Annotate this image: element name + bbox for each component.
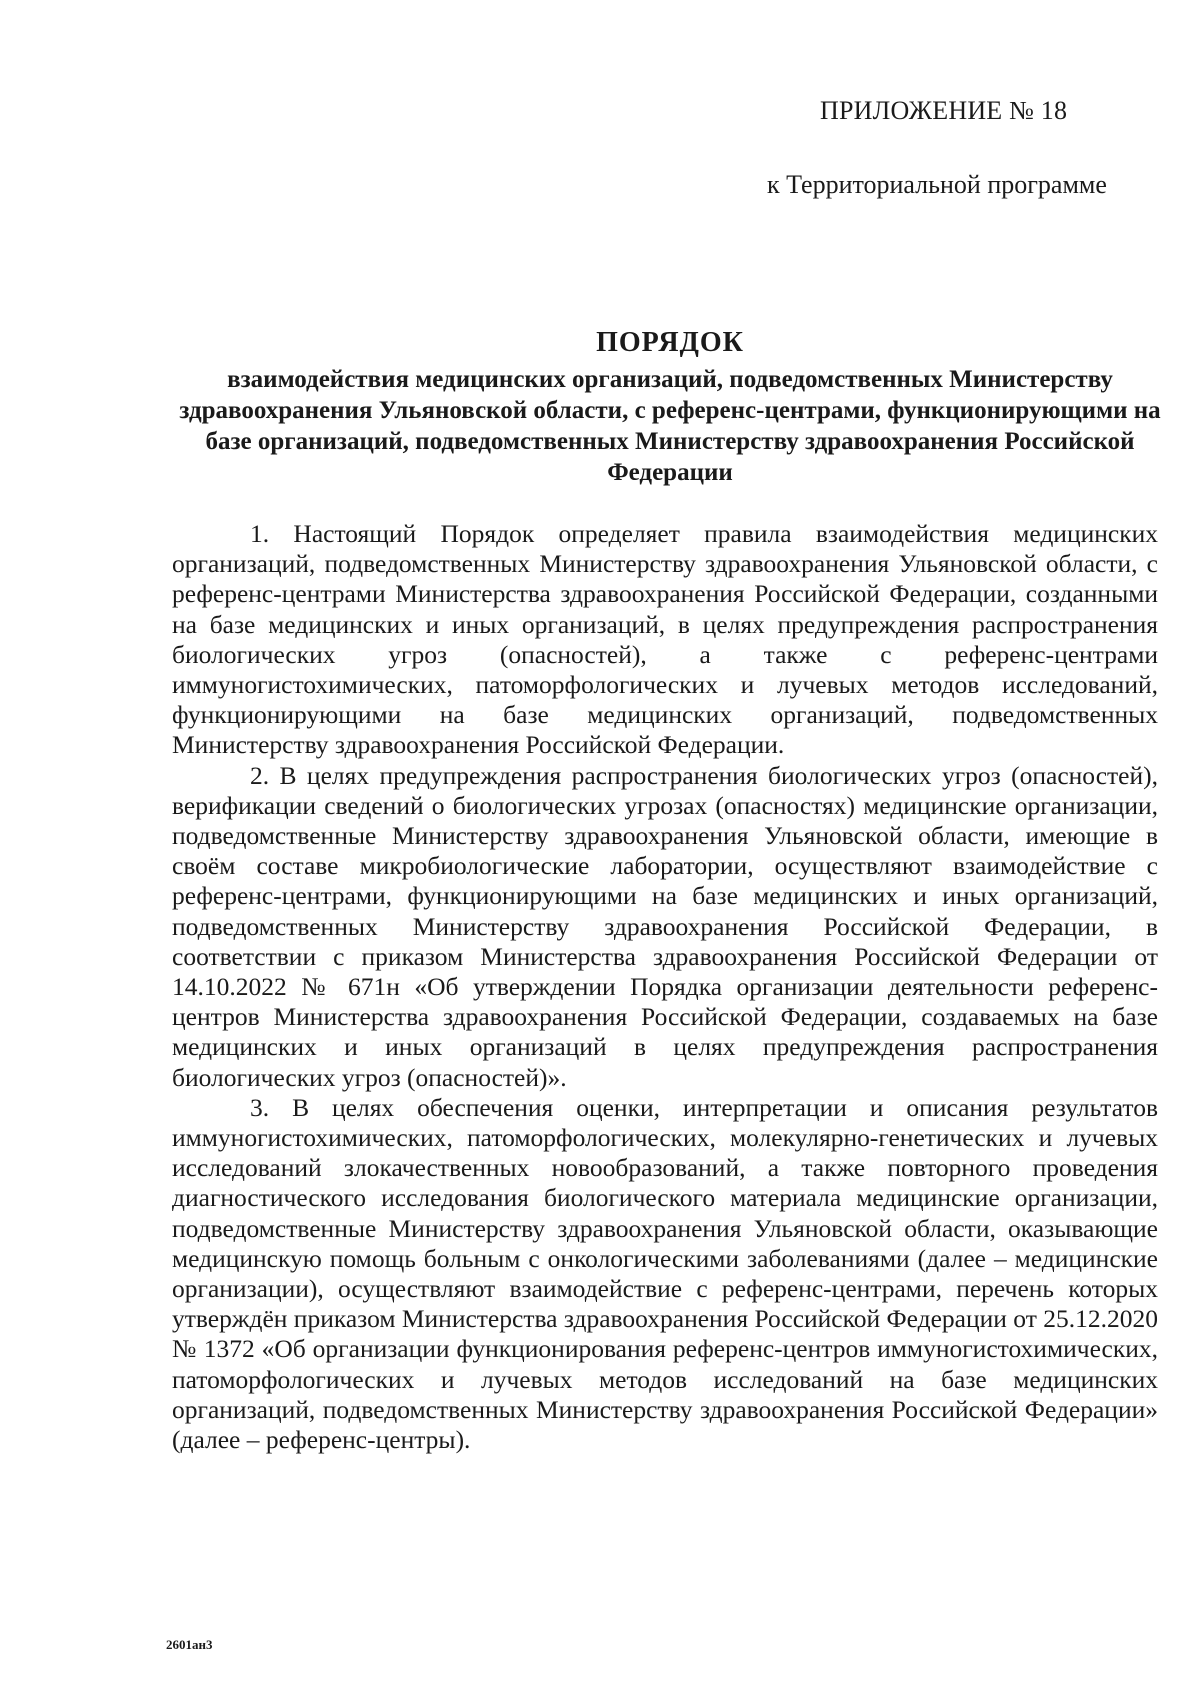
paragraph-1: 1. Настоящий Порядок определяет правила взаимодействия медицинских организаций, подведомственных Министерству здравоохранения Ульяновской области, с референс-центрами Министерства здравоохранения Российской Федерации, созданными на базе медицинских и иных организаций, в целях предупреждения распространения биологических угроз (опасностей), а также с референс-центрами иммуногистохимических, патоморфологических и лучевых методов исследований, функционирующими на базе медицинских организаций, подведомственных Министерству здравоохранения Российской Федерации.: [172, 519, 1158, 760]
appendix-reference: к Территориальной программе: [767, 170, 1107, 199]
document-title: ПОРЯДОК: [596, 327, 744, 358]
appendix-number: ПРИЛОЖЕНИЕ № 18: [820, 96, 1068, 125]
paragraph-2: 2. В целях предупреждения распространения биологических угроз (опасностей), верификации сведений о биологических угрозах (опасностях) медицинские организации, подведомственные Министерству здравоохранения Ульяновской области, имеющие в своём составе микробиологические лаборатории, осуществляют взаимодействие с референс-центрами, функционирующими на базе медицинских и иных организаций, подведомственных Министерству здравоохранения Российской Федерации, в соответствии с приказом Министерства здравоохранения Российской Федерации от 14.10.2022 № 671н «Об утверждении Порядка организации деятельности референс-центров Министерства здравоохранения Российской Федерации, создаваемых на базе медицинских и иных организаций в целях предупреждения распространения биологических угроз (опасностей)».: [172, 760, 1158, 1092]
document-subtitle: взаимодействия медицинских организаций, подведомственных Министерству здравоохранения Ульяновской области, с референс-центрами, функционирующими на базе организаций, подведомственных Министерству здравоохранения Российской Федерации: [179, 366, 1161, 486]
document-body: [172, 519, 1158, 1455]
paragraph-3: 3. В целях обеспечения оценки, интерпретации и описания результатов иммуногистохимических, патоморфологических, молекулярно-генетических и лучевых исследований злокачественных новообразований, а также повторного проведения диагностического исследования биологического материала медицинские организации, подведомственные Министерству здравоохранения Ульяновской области, оказывающие медицинскую помощь больным с онкологическими заболеваниями (далее – медицинские организации), осуществляют взаимодействие с референс-центрами, перечень которых утверждён приказом Министерства здравоохранения Российской Федерации от 25.12.2020 № 1372 «Об организации функционирования референс-центров иммуногистохимических, патоморфологических и лучевых методов исследований на базе медицинских организаций, подведомственных Министерству здравоохранения Российской Федерации» (далее – референс-центры).: [172, 1092, 1158, 1455]
document-code: 2601ан3: [166, 1637, 213, 1652]
